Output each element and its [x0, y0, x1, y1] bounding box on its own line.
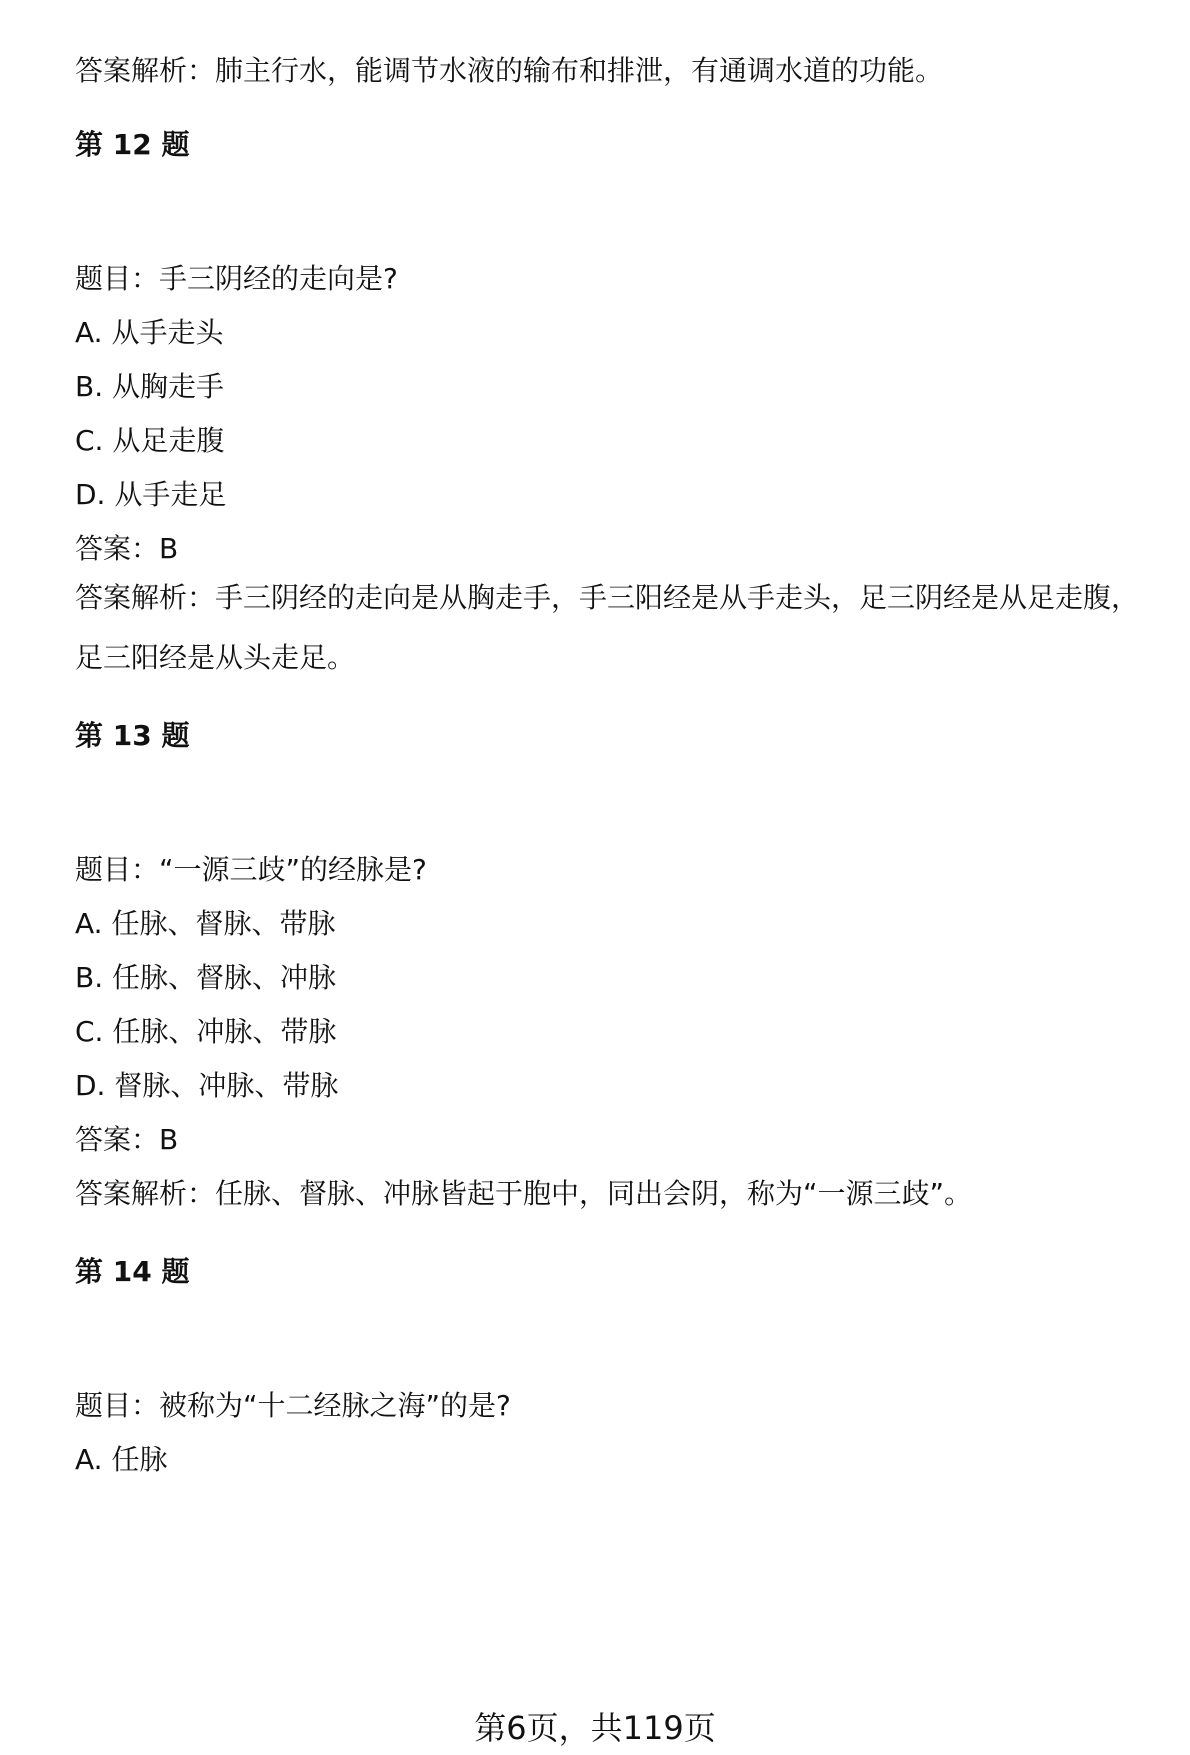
previous-answer-explanation: 答案解析：肺主行水，能调节水液的输布和排泄，有通调水道的功能。: [75, 54, 944, 87]
question-13-answer: 答案：B: [75, 1123, 179, 1156]
question-12-answer: 答案：B: [75, 532, 179, 565]
question-14-heading: 第 14 题: [75, 1255, 190, 1288]
question-12-option-d: D. 从手走足: [75, 478, 227, 511]
question-12-stem: 题目：手三阴经的走向是?: [75, 262, 398, 295]
question-12-option-b: B. 从胸走手: [75, 370, 225, 403]
question-13-option-b: B. 任脉、督脉、冲脉: [75, 961, 337, 994]
question-12-option-c: C. 从足走腹: [75, 424, 225, 457]
question-12-explanation: 答案解析：手三阴经的走向是从胸走手，手三阳经是从手走头，足三阴经是从足走腹，足三阳经是从头走足。: [75, 581, 1140, 674]
question-14-stem: 题目：被称为“十二经脉之海”的是?: [75, 1389, 511, 1422]
question-12-heading: 第 12 题: [75, 128, 190, 161]
question-14-option-a: A. 任脉: [75, 1443, 168, 1476]
question-13-option-c: C. 任脉、冲脉、带脉: [75, 1015, 337, 1048]
question-13-option-d: D. 督脉、冲脉、带脉: [75, 1069, 339, 1102]
question-13-option-a: A. 任脉、督脉、带脉: [75, 907, 336, 940]
question-12-option-a: A. 从手走头: [75, 316, 224, 349]
page-footer: 第6页，共119页: [474, 1709, 716, 1747]
question-13-heading: 第 13 题: [75, 719, 190, 752]
question-13-explanation: 答案解析：任脉、督脉、冲脉皆起于胞中，同出会阴，称为“一源三歧”。: [75, 1177, 973, 1210]
question-13-stem: 题目：“一源三歧”的经脉是?: [75, 853, 427, 886]
